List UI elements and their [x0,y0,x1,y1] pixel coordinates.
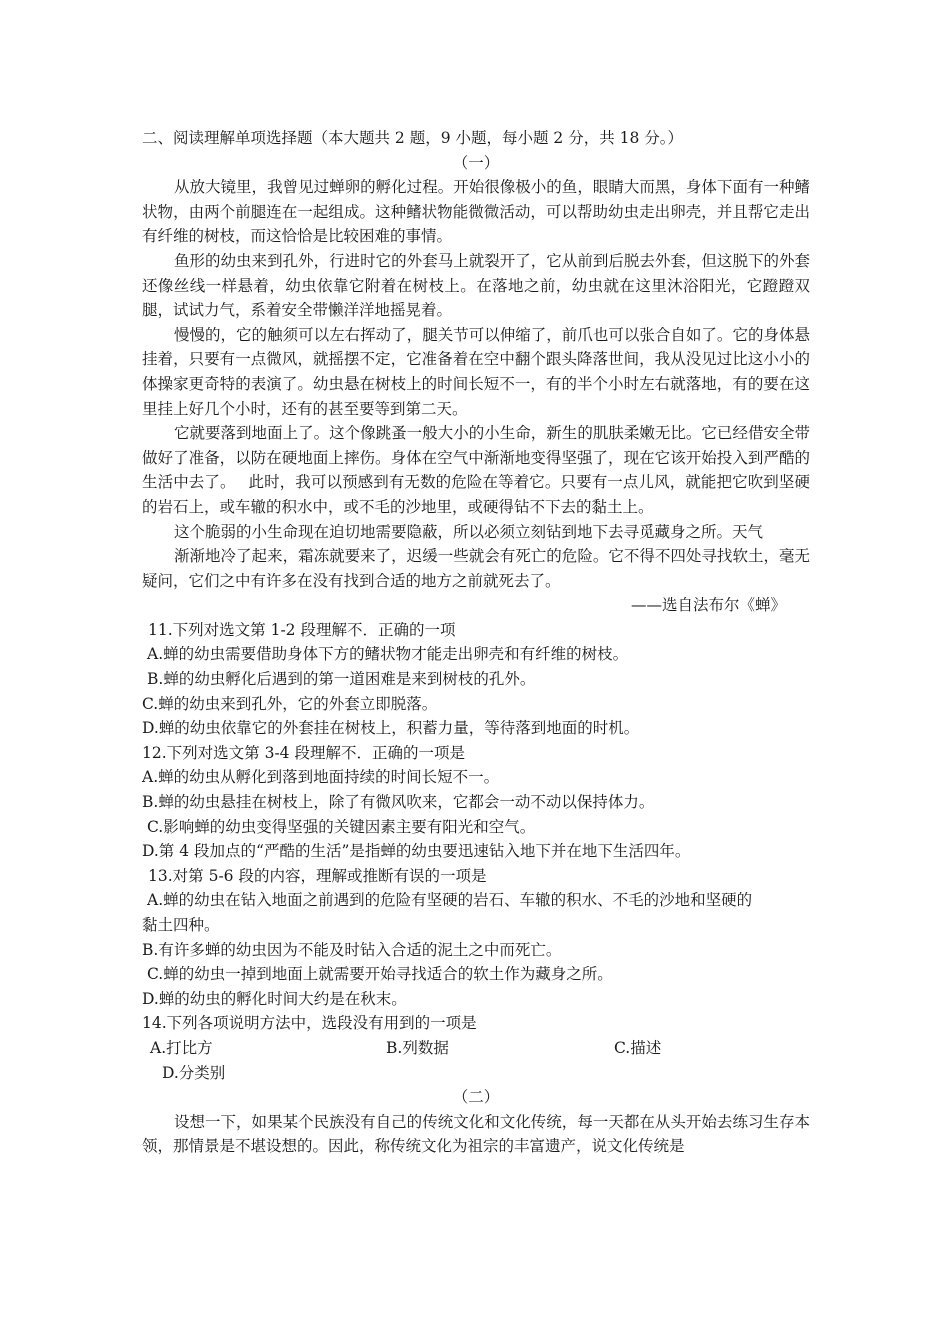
passage-1-paragraph-3: 慢慢的，它的触须可以左右挥动了，腿关节可以伸缩了，前爪也可以张合自如了。它的身体悬挂着，只要有一点微风，就摇摆不定，它准备着在空中翻个跟头降落世间，我从没见过比这小小的体操家更奇特的表演了。幼虫悬在树枝上的时间长短不一，有的半个小时左右就落地，有的要在这里挂上好几个小时，还有的甚至要等到第二天。 [142,325,810,418]
question-13-option-b: B.有许多蝉的幼虫因为不能及时钻入合适的泥土之中而死亡。 [142,940,562,959]
question-11-stem: 11.下列对选文第 1-2 段理解不．正确的一项 [148,620,456,639]
passage-1-paragraph-4: 它就要落到地面上了。这个像跳蚤一般大小的小生命，新生的肌肤柔嫩无比。它已经借安全带做好了准备，以防在硬地面上摔伤。身体在空气中渐渐地变得坚强了，现在它该开始投入到严酷的生活中去了。 此时，我可以预感到有无数的危险在等着它。只要有一点儿风，就能把它吹到坚硬的岩石上，或车辙的积水中，或不毛的沙地里，或硬得钻不下去的黏土上。 [142,424,810,516]
question-13-option-a-line-1: A.蝉的幼虫在钻入地面之前遇到的危险有坚硬的岩石、车辙的积水、不毛的沙地和坚硬的 [147,891,753,910]
question-11-option-a: A.蝉的幼虫需要借助身体下方的鳍状物才能走出卵壳和有纤维的树枝。 [147,645,629,664]
question-13-stem: 13.对第 5-6 段的内容，理解或推断有误的一项是 [148,866,487,885]
question-14-option-c: C.描述 [614,1038,662,1057]
question-12-option-d: D.第 4 段加点的“严酷的生活”是指蝉的幼虫要迅速钻入地下并在地下生活四年。 [142,842,691,861]
question-11-option-d: D.蝉的幼虫依靠它的外套挂在树枝上，积蓄力量，等待落到地面的时机。 [142,719,640,738]
question-12-option-c: C.影响蝉的幼虫变得坚强的关键因素主要有阳光和空气。 [147,817,536,836]
question-14-option-a: A.打比方 [150,1038,213,1057]
question-11-option-c: C.蝉的幼虫来到孔外，它的外套立即脱落。 [142,694,438,713]
passage-1-label: （一） [452,153,500,172]
question-13-option-c: C.蝉的幼虫一掉到地面上就需要开始寻找适合的软土作为藏身之所。 [147,965,613,984]
question-12-option-a: A.蝉的幼虫从孵化到落到地面持续的时间长短不一。 [142,768,500,787]
question-12-stem: 12.下列对选文第 3-4 段理解不．正确的一项是 [142,743,465,762]
passage-2-label: （二） [452,1088,500,1107]
question-13-option-d: D.蝉的幼虫的孵化时间大约是在秋末。 [142,989,407,1008]
question-13-option-a-line-2: 黏土四种。 [142,916,220,934]
passage-1-paragraph-6: 渐渐地冷了起来，霜冻就要来了，迟缓一些就会有死亡的危险。它不得不四处寻找软土，毫无疑问，它们之中有许多在没有找到合适的地方之前就死去了。 [142,547,810,590]
question-12-option-b: B.蝉的幼虫悬挂在树枝上，除了有微风吹来，它都会一动不动以保持体力。 [142,793,655,812]
question-14-options-row [142,1036,810,1061]
question-14-option-b: B.列数据 [386,1038,449,1057]
section-header: 二、阅读理解单项选择题（本大题共 2 题，9 小题，每小题 2 分，共 18 分。） [142,129,684,147]
passage-1-paragraph-1: 从放大镜里，我曾见过蝉卵的孵化过程。开始很像极小的鱼，眼睛大而黑，身体下面有一种鳍状物，由两个前腿连在一起组成。这种鳍状物能微微活动，可以帮助幼虫走出卵壳，并且帮它走出有纤维的树枝，而这恰恰是比较困难的事情。 [142,178,810,246]
passage-1-source: ——选自法布尔《蝉》 [630,596,786,615]
question-14-stem: 14.下列各项说明方法中，选段没有用到的一项是 [142,1014,477,1033]
question-14-option-d: D.分类别 [162,1063,226,1082]
question-11-option-b: B.蝉的幼虫孵化后遇到的第一道困难是来到树枝的孔外。 [147,670,536,689]
passage-1-paragraph-2: 鱼形的幼虫来到孔外，行进时它的外套马上就裂开了，它从前到后脱去外套，但这脱下的外套还像丝线一样悬着，幼虫依靠它附着在树枝上。在落地之前，幼虫就在这里沐浴阳光，它蹬蹬双腿，试试力气，系着安全带懒洋洋地摇晃着。 [142,251,810,320]
passage-1-paragraph-5: 这个脆弱的小生命现在迫切地需要隐蔽，所以必须立刻钻到地下去寻觅藏身之所。天气 [174,522,764,541]
passage-2-paragraph-1: 设想一下，如果某个民族没有自己的传统文化和文化传统，每一天都在从头开始去练习生存本领，那情景是不堪设想的。因此，称传统文化为祖宗的丰富遗产，说文化传统是 [142,1112,810,1156]
